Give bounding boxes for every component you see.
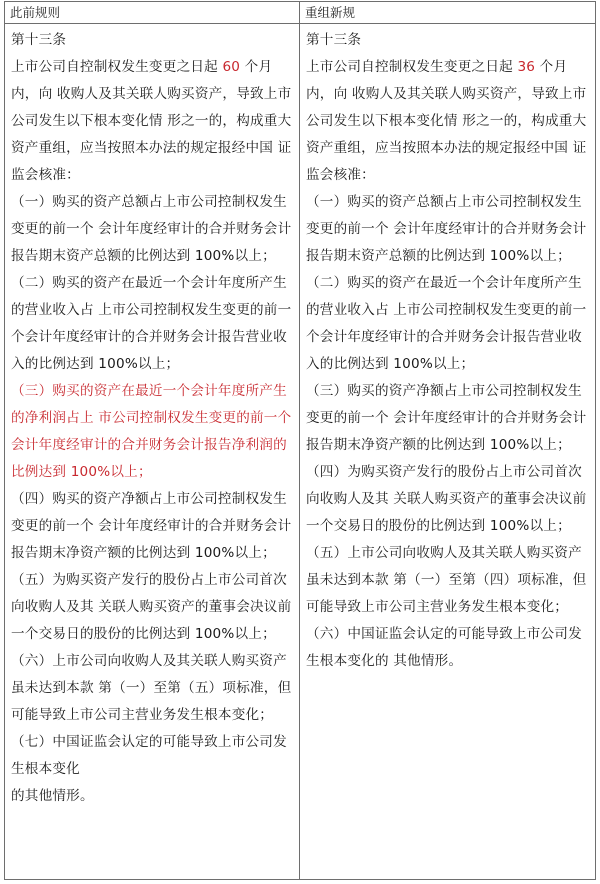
clause-6: （六）中国证监会认定的可能导致上市公司发生根本变化的 其他情形。 (306, 626, 582, 669)
clause-7-end: 的其他情形。 (11, 788, 94, 804)
header-previous-rules: 此前规则 (5, 2, 300, 23)
header-new-rules: 重组新规 (305, 5, 356, 20)
clause-6: （六）上市公司向收购人及其关联人购买资产虽未达到本款 第（一）至第（五）项标准，但可能导致上市公司主营业务发生根本变化； (11, 653, 292, 723)
article-intro: 上市公司自控制权发生变更之日起 60 个月内，向 收购人及其关联人购买资产，导致上市公司发生以下根本变化情 形之一的，构成重大资产重组，应当按照本办法的规定报经中国 证监会核准： (11, 59, 292, 183)
article-title: 第十三条 (306, 32, 362, 48)
article-title: 第十三条 (11, 32, 67, 48)
new-rules-column (300, 24, 595, 879)
clause-1: （一）购买的资产总额占上市公司控制权发生变更的前一个 会计年度经审计的合并财务会计报告期末资产总额的比例达到 100%以上； (11, 194, 292, 264)
clause-5: （五）为购买资产发行的股份占上市公司首次向收购人及其 关联人购买资产的董事会决议前一个交易日的股份的比例达到 100%以上； (11, 572, 292, 642)
months-highlight: 36 (517, 59, 536, 75)
clause-5: （五）上市公司向收购人及其关联人购买资产虽未达到本款 第（一）至第（四）项标准，但可能导致上市公司主营业务发生根本变化； (306, 545, 587, 615)
body-row (5, 24, 595, 879)
clause-1: （一）购买的资产总额占上市公司控制权发生变更的前一个 会计年度经审计的合并财务会计报告期末资产总额的比例达到 100%以上； (306, 194, 587, 264)
clause-2: （二）购买的资产在最近一个会计年度所产生的营业收入占 上市公司控制权发生变更的前一个会计年度经审计的合并财务会计报告营业收入的比例达到 100%以上； (11, 275, 292, 372)
clause-4: （四）为购买资产发行的股份占上市公司首次向收购人及其 关联人购买资产的董事会决议前一个交易日的股份的比例达到 100%以上； (306, 464, 587, 534)
clause-7: （七）中国证监会认定的可能导致上市公司发生根本变化 (11, 734, 287, 777)
header-row (5, 2, 595, 24)
article-intro: 上市公司自控制权发生变更之日起 36 个月内，向 收购人及其关联人购买资产，导致上市公司发生以下根本变化情 形之一的，构成重大资产重组，应当按照本办法的规定报经中国 证监会核准： (306, 59, 587, 183)
clause-4: （四）购买的资产净额占上市公司控制权发生变更的前一个 会计年度经审计的合并财务会计报告期末净资产额的比例达到 100%以上； (11, 491, 292, 561)
previous-rules-column (5, 24, 300, 879)
comparison-table (4, 1, 596, 880)
clause-3: （三）购买的资产净额占上市公司控制权发生变更的前一个 会计年度经审计的合并财务会计报告期末净资产额的比例达到 100%以上； (306, 383, 587, 453)
clause-2: （二）购买的资产在最近一个会计年度所产生的营业收入占 上市公司控制权发生变更的前一个会计年度经审计的合并财务会计报告营业收入的比例达到 100%以上； (306, 275, 587, 372)
clause-3-removed: （三）购买的资产在最近一个会计年度所产生的净利润占上 市公司控制权发生变更的前一个会计年度经审计的合并财务会计报告净利润的比例达到 100%以上； (11, 383, 292, 480)
months-highlight: 60 (222, 59, 241, 75)
